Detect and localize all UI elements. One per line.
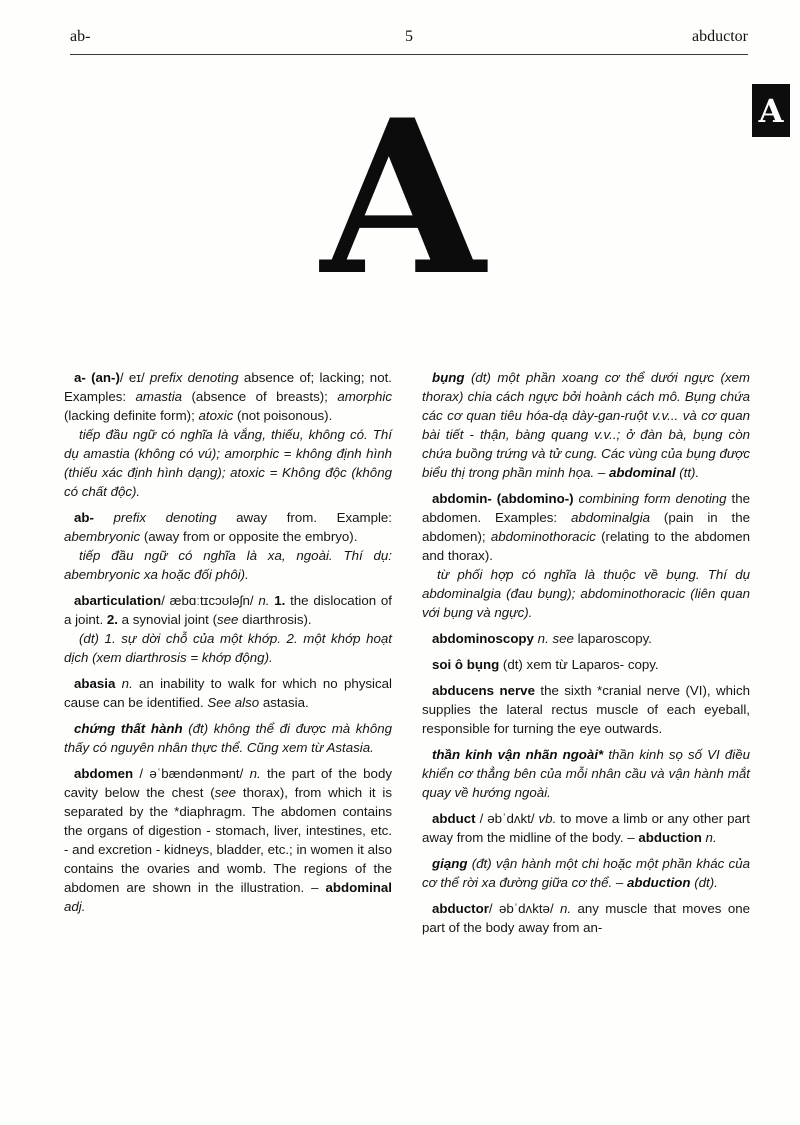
entry-translation [64,629,392,667]
text-segment: to move a limb or any other part away from the midline of the body. – [422,811,750,845]
entry-definition [422,489,750,565]
text-segment: combining form denoting [578,491,727,506]
header-guide-word-left: ab- [70,28,91,45]
dictionary-entry [422,745,750,802]
dictionary-entry [422,489,750,622]
text-segment: abdominothoracic [490,529,596,544]
text-segment: / eɪ/ [119,370,150,385]
entry-definition [422,899,750,937]
text-segment: abembryonic [64,529,141,544]
text-segment: thorax), from which it is separated by the *diaphragm. The abdomen contains the organs of digestion - stomach, liver, intestines, etc. - and excretion - kidneys, bladder, etc.; in women it also contains the ovaries and womb. The regions of the abdomen are shown in the illustration. – [64,785,393,895]
text-segment: (dt) xem từ Laparos- copy. [499,657,659,672]
text-segment: ab- [74,510,114,525]
text-segment: abductor [432,901,489,916]
text-segment: (dt). [690,875,718,890]
text-segment: (tt). [675,465,700,480]
dictionary-entry [64,508,392,584]
text-segment: chứng thất hành [74,721,183,736]
running-head [70,28,748,55]
dictionary-entry [422,655,750,674]
text-segment: abduct [432,811,476,826]
entry-translation [64,425,392,501]
text-segment: abdominalgia [570,510,651,525]
text-segment: laparoscopy. [573,631,653,646]
text-segment: an inability to walk for which no physical cause can be identified. [64,676,392,710]
text-segment: (away from or opposite the embryo). [140,529,358,544]
entry-definition [422,368,750,482]
header-guide-word-right: abductor [692,28,748,45]
text-segment: n. [121,676,133,691]
entry-definition [422,655,750,674]
text-segment: (pain in the abdomen); [422,510,751,544]
text-segment: abduction [626,875,691,890]
entry-definition [422,681,750,738]
entry-translation [422,565,750,622]
dictionary-entry [64,591,392,667]
text-segment: n. [258,593,270,608]
entry-definition [422,809,750,847]
dictionary-entry [64,764,392,916]
text-segment: (đt) không thể đi được mà không thấy có nguyên nhân thực thể. Cũng xem từ Astasia. [64,721,393,755]
text-segment: abdomin- (abdomino-) [432,491,574,506]
text-segment: a- (an-) [74,370,120,385]
text-segment: (relating to the abdomen and thorax). [422,529,751,563]
entry-translation [64,546,392,584]
text-segment: (not poisonous). [233,408,333,423]
text-segment: See also [207,695,260,710]
text-segment: any muscle that moves one part of the body away from an- [422,901,751,935]
entry-definition [64,764,392,916]
dictionary-entry [64,674,392,712]
entry-definition [64,591,392,629]
text-segment: prefix denoting [113,510,217,525]
text-segment: 2. [106,612,118,627]
text-segment: abasia [74,676,116,691]
text-segment: (dt) 1. sự dời chỗ của một khớp. 2. một khớp hoạt dịch (xem diarthrosis = khớp động). [64,631,392,665]
text-segment: giạng [432,856,468,871]
text-segment: / əbˈdʌktə/ [488,901,561,916]
text-segment: abdominoscopy [432,631,534,646]
text-segment: n. [705,830,717,845]
dictionary-entry [64,368,392,501]
text-segment: từ phối hợp có nghĩa là thuộc về bụng. Thí dụ abdominalgia (đau bụng); abdominothoracic (liên quan với bụng và ngực). [422,567,750,620]
text-segment: atoxic [198,408,234,423]
column-right [422,368,750,944]
text-segment: (dt) một phần xoang cơ thể dưới ngực (xem thorax) chia cách ngực bởi hoành cách mô. Bụng chứa các cơ quan tiêu hóa-dạ dày-gan-ruột v.v... và cơ quan bài tiết - thận, bàng quang v.v..; ở đàn bà, bụng còn chứa buồng trứng và tử cung. Các vùng của bụng được biểu thị trong phần minh họa. – [422,370,750,480]
text-segment: bụng [432,370,465,385]
dictionary-entry [422,899,750,937]
text-segment: a synovial joint ( [117,612,218,627]
text-segment: the dislocation of a joint. [64,593,392,627]
text-segment: amastia [135,389,183,404]
entry-definition [64,674,392,712]
text-segment: abdominal [609,465,676,480]
dictionary-entry [422,681,750,738]
section-dropcap-letter: A [320,73,480,322]
dictionary-entry [422,809,750,847]
text-segment: the abdomen. Examples: [422,491,750,525]
text-segment: n. see [537,631,574,646]
text-segment: abdominal [325,880,392,895]
text-segment: thần kinh sọ số VI điều khiển cơ thẳng bên của mỗi nhân cầu và vận hành mắt quay về hướng ngoài. [422,747,750,800]
text-segment: vb. [538,811,557,826]
dictionary-entry [422,368,750,482]
text-segment: / æbɑːtɪcɔʊləʃn/ [161,593,259,608]
text-segment: adj. [64,899,86,914]
text-segment: astasia. [259,695,309,710]
entry-definition [64,719,392,757]
text-segment: abarticulation [74,593,162,608]
dictionary-entry [422,854,750,892]
text-segment: see [217,612,239,627]
text-segment: tiếp đầu ngữ có nghĩa là vắng, thiếu, không có. Thí dụ amastia (không có vú); amorphic = không định hình (thiếu xác định hình dạng); atoxic = Không độc (không có chất độc). [64,427,392,499]
dictionary-entry [422,629,750,648]
dictionary-entry [64,719,392,757]
text-segment: away from. Example: [216,510,393,525]
entry-definition [422,629,750,648]
entry-definition [422,854,750,892]
text-segment: the part of the body cavity below the chest ( [64,766,393,800]
text-segment: tiếp đầu ngữ có nghĩa là xa, ngoài. Thí dụ: abembryonic xa hoặc đối phôi). [64,548,392,582]
text-segment: / əˈbændənmənt/ [133,766,250,781]
text-segment: abduction [638,830,702,845]
text-segment: n. [560,901,572,916]
text-segment: abducens nerve [432,683,535,698]
text-segment: thần kinh vận nhãn ngoài* [432,747,604,762]
column-left [64,368,392,944]
text-segment: (đt) vận hành một chi hoặc một phần khác của cơ thể rời xa đường giữa cơ thể. – [422,856,750,890]
text-segment: see [214,785,237,800]
text-segment: (lacking definite form); [64,408,199,423]
entry-definition [64,508,392,546]
text-segment: soi ô bụng [432,657,500,672]
entry-definition [422,745,750,802]
text-segment: / əbˈdʌkt/ [475,811,539,826]
text-segment: prefix denoting [149,370,239,385]
thumb-tab-letter: A [758,91,784,130]
entry-columns [64,368,750,944]
text-segment: diarthrosis). [238,612,312,627]
text-segment: the sixth *cranial nerve (VI), which supplies the lateral rectus muscle of each eyeball, responsible for turning the eye outwards. [422,683,750,736]
text-segment: n. [249,766,261,781]
text-segment: amorphic [337,389,392,404]
text-segment: absence of; lacking; not. Examples: [64,370,392,404]
text-segment: abdomen [74,766,134,781]
text-segment: (absence of breasts); [182,389,338,404]
header-page-number: 5 [405,28,413,45]
entry-definition [64,368,392,425]
text-segment: 1. [274,593,286,608]
